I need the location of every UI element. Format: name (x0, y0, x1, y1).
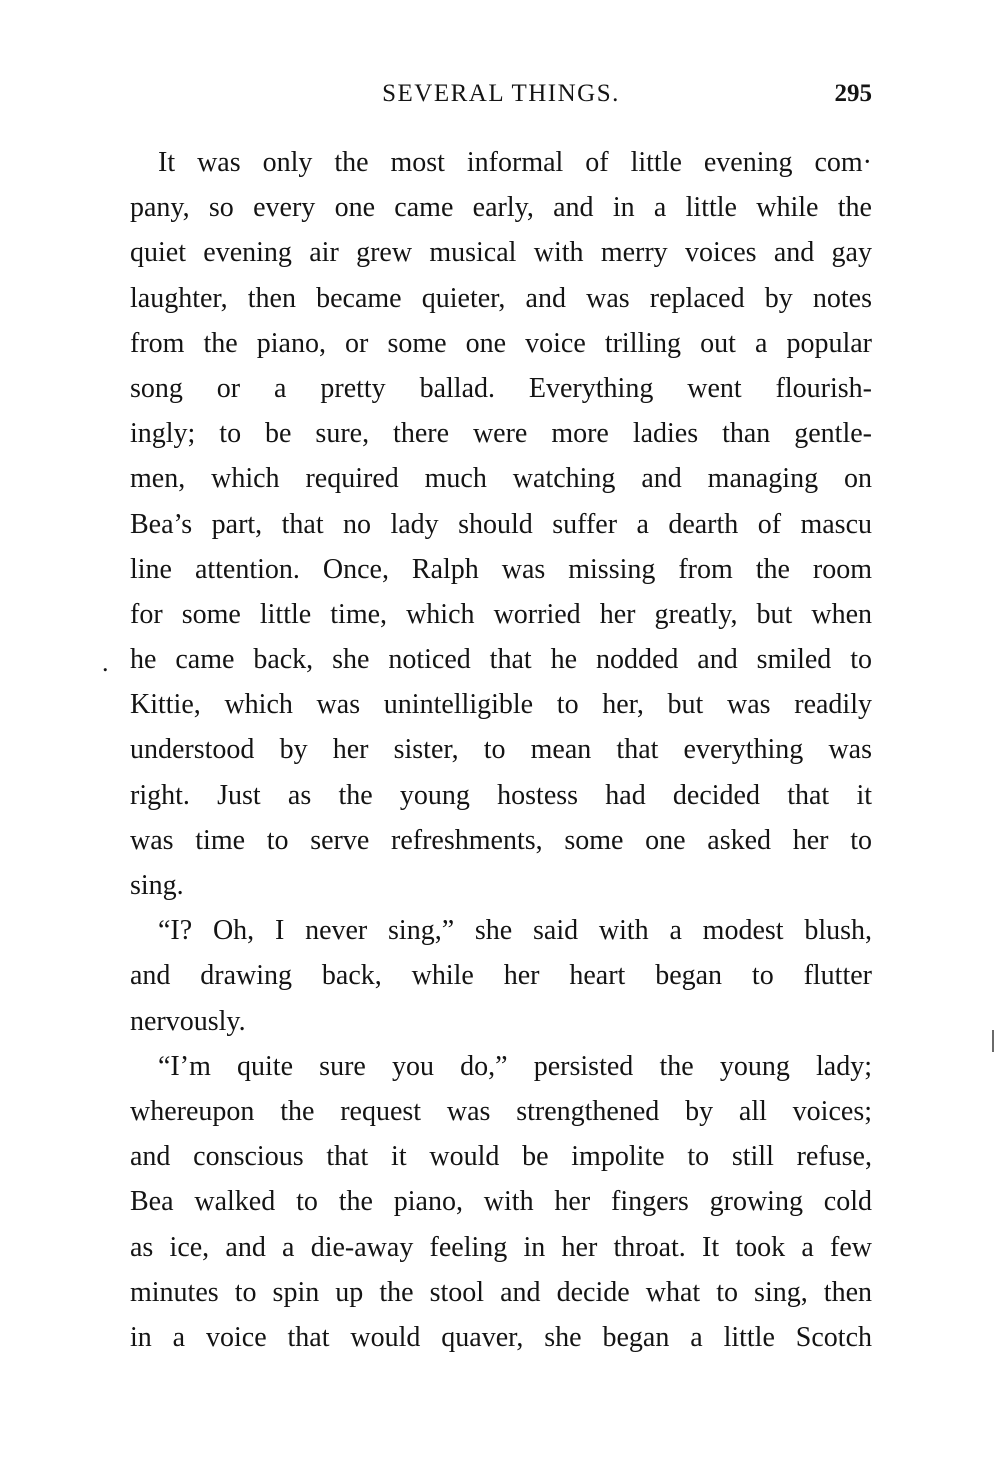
text-line: “I? Oh, I never sing,” she said with a modest blush, (158, 915, 872, 947)
text-line: quiet evening air grew musical with merry voices and gay (130, 237, 872, 269)
text-line: understood by her sister, to mean that everything was (130, 734, 872, 766)
text-line: was time to serve refreshments, some one asked her to (130, 824, 872, 856)
text-line: “I’m quite sure you do,” persisted the young lady; (158, 1050, 872, 1082)
text-line: and drawing back, while her heart began to flutter (130, 960, 872, 992)
text-line: men, which required much watching and managing on (130, 463, 872, 495)
text-line: minutes to spin up the stool and decide what to sing, then (130, 1276, 872, 1308)
text-line: whereupon the request was strengthened by all voices; (130, 1095, 872, 1127)
text-line: for some little time, which worried her greatly, but when (130, 598, 872, 630)
page-number: 295 (834, 80, 872, 107)
text-line: laughter, then became quieter, and was replaced by notes (130, 282, 872, 314)
running-head (130, 74, 872, 114)
text-line: as ice, and a die-away feeling in her throat. It took a few (130, 1231, 872, 1263)
text-line: Kittie, which was unintelligible to her, but was readily (130, 689, 872, 721)
text-line: ingly; to be sure, there were more ladies than gentle- (130, 418, 872, 450)
text-line: in a voice that would quaver, she began a little Scotch (130, 1321, 872, 1353)
text-line: line attention. Once, Ralph was missing from the room (130, 553, 872, 585)
margin-speck: . (102, 648, 109, 677)
text-line: Bea walked to the piano, with her fingers growing cold (130, 1186, 872, 1218)
text-line: song or a pretty ballad. Everything went flourish- (130, 372, 872, 404)
edge-speck (992, 1030, 994, 1052)
body-text (130, 140, 872, 1360)
text-line: pany, so every one came early, and in a little while the (130, 192, 872, 224)
text-line: and conscious that it would be impolite to still refuse, (130, 1141, 872, 1173)
text-line: sing. (130, 870, 184, 901)
text-line: It was only the most informal of little evening com· (158, 147, 872, 178)
running-title: SEVERAL THINGS. (382, 80, 620, 107)
text-line: he came back, she noticed that he nodded and smiled to (130, 644, 872, 676)
text-line: right. Just as the young hostess had decided that it (130, 779, 872, 811)
text-line: Bea’s part, that no lady should suffer a dearth of mascu (130, 508, 872, 540)
text-line: nervously. (130, 1005, 246, 1037)
text-line: from the piano, or some one voice trilling out a popular (130, 327, 872, 359)
